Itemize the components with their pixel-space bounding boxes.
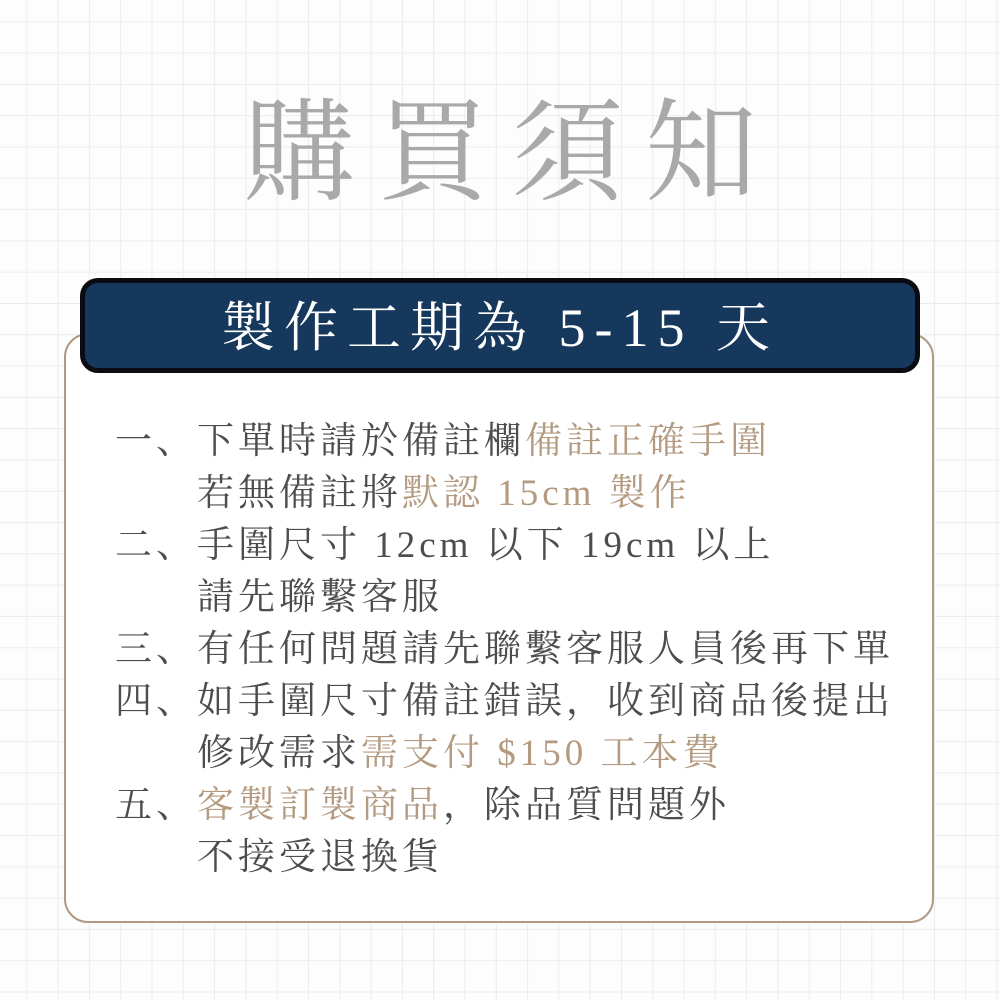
text-segment: 默認 15cm 製作 bbox=[402, 473, 691, 514]
text-segment: 修改需求 bbox=[197, 733, 361, 774]
text-segment: ，除品質問題外 bbox=[443, 785, 730, 826]
text-segment: 客製訂製商品 bbox=[197, 785, 443, 826]
notice-item bbox=[115, 676, 914, 780]
notice-line bbox=[197, 780, 914, 832]
notice-line bbox=[197, 832, 914, 884]
text-segment: 備註正確手圍 bbox=[525, 421, 771, 462]
text-segment: 若無備註將 bbox=[197, 473, 402, 514]
item-lines bbox=[197, 520, 914, 624]
item-lines bbox=[197, 780, 914, 884]
notice-item-list bbox=[64, 333, 934, 884]
notice-item bbox=[115, 416, 914, 520]
notice-line bbox=[197, 728, 914, 780]
notice-line bbox=[197, 416, 914, 468]
notice-line bbox=[197, 676, 914, 728]
text-segment: 如手圍尺寸備註錯誤，收到商品後提出 bbox=[197, 681, 894, 722]
notice-line bbox=[197, 520, 914, 572]
notice-item bbox=[115, 624, 914, 676]
item-marker: 三、 bbox=[115, 629, 197, 670]
banner-text: 製作工期為 5-15 天 bbox=[221, 297, 779, 358]
item-marker: 二、 bbox=[115, 525, 197, 566]
item-marker: 四、 bbox=[115, 681, 197, 722]
notice-item bbox=[115, 520, 914, 624]
text-segment: 請先聯繫客服 bbox=[197, 577, 443, 618]
item-marker: 一、 bbox=[115, 421, 197, 462]
notice-item bbox=[115, 780, 914, 884]
item-lines bbox=[197, 416, 914, 520]
item-lines bbox=[197, 624, 914, 676]
text-segment: 不接受退換貨 bbox=[197, 837, 443, 878]
text-segment: 需支付 $150 工本費 bbox=[361, 733, 724, 774]
text-segment: 手圍尺寸 12cm 以下 19cm 以上 bbox=[197, 525, 775, 566]
page-title: 購買須知 bbox=[243, 92, 779, 216]
notice-line bbox=[197, 624, 914, 676]
item-lines bbox=[197, 676, 914, 780]
text-segment: 有任何問題請先聯繫客服人員後再下單 bbox=[197, 629, 894, 670]
notice-line bbox=[197, 572, 914, 624]
text-segment: 下單時請於備註欄 bbox=[197, 421, 525, 462]
notice-line bbox=[197, 468, 914, 520]
item-marker: 五、 bbox=[115, 785, 197, 826]
